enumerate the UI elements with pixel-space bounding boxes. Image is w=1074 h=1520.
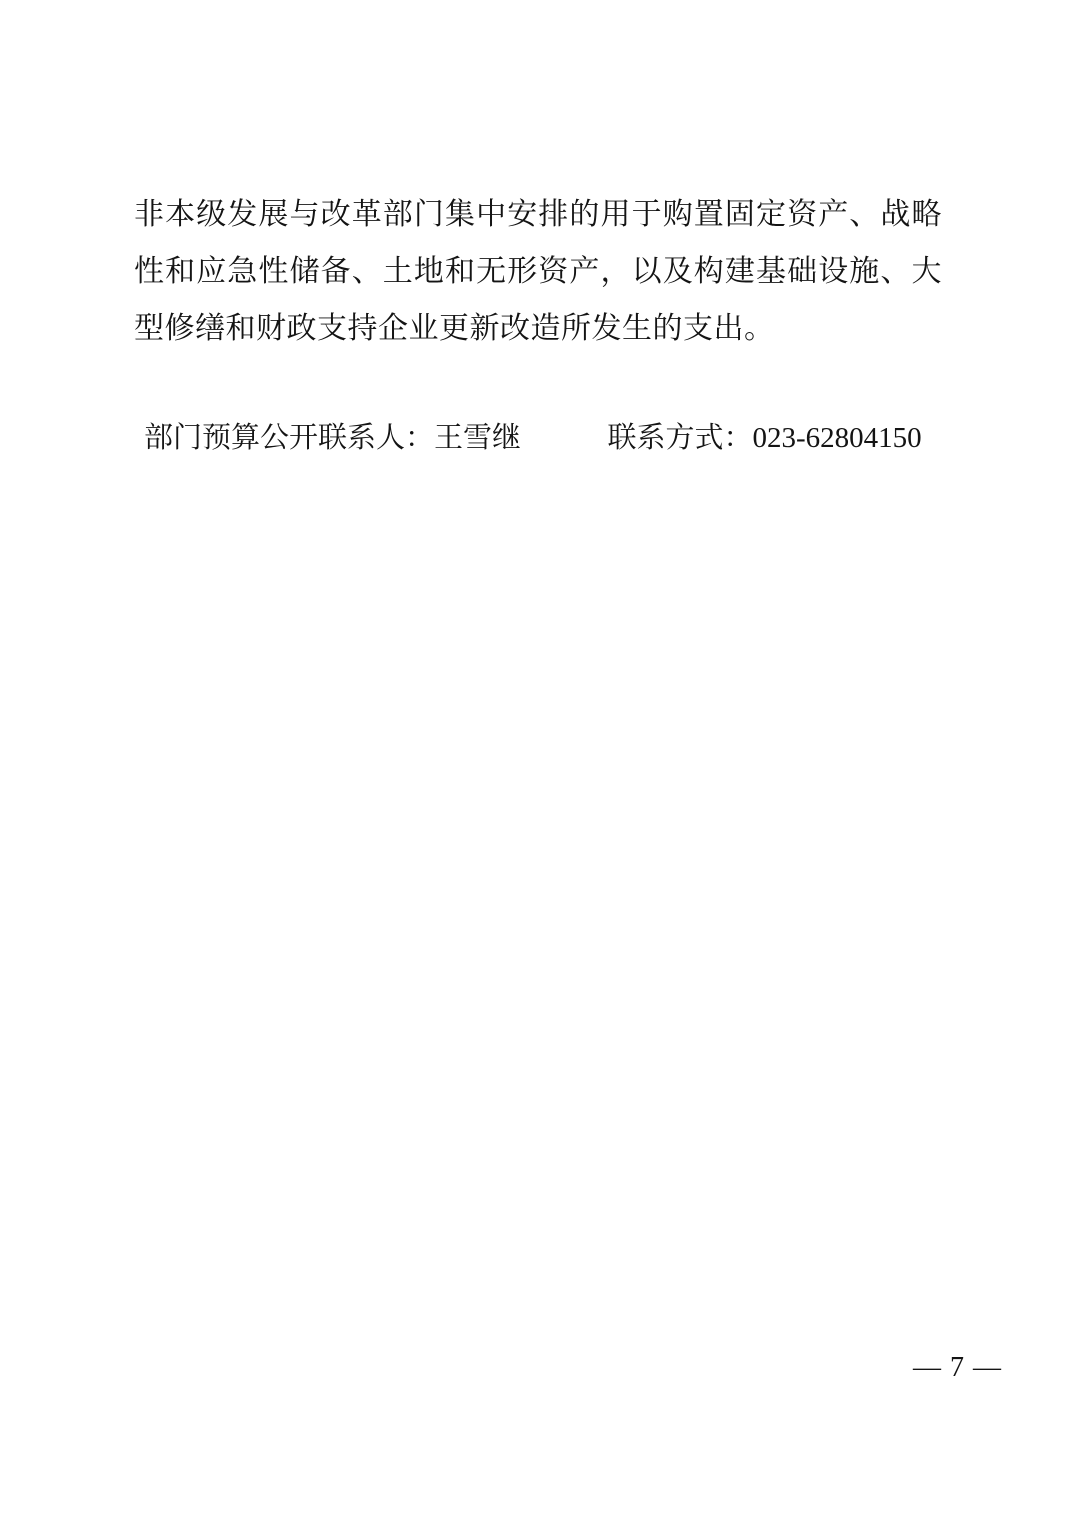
contact-line: [144, 415, 944, 461]
page-number: — 7 —: [913, 1352, 1002, 1383]
body-text-block: [134, 186, 942, 357]
contact-phone: 联系方式：023-62804150: [607, 422, 922, 454]
paragraph-expenditure-definition: 非本级发展与改革部门集中安排的用于购置固定资产、战略性和应急性储备、土地和无形资产，以及构建基础设施、大型修缮和财政支持企业更新改造所发生的支出。: [134, 198, 942, 345]
contact-person: 部门预算公开联系人：王雪继: [144, 422, 522, 454]
